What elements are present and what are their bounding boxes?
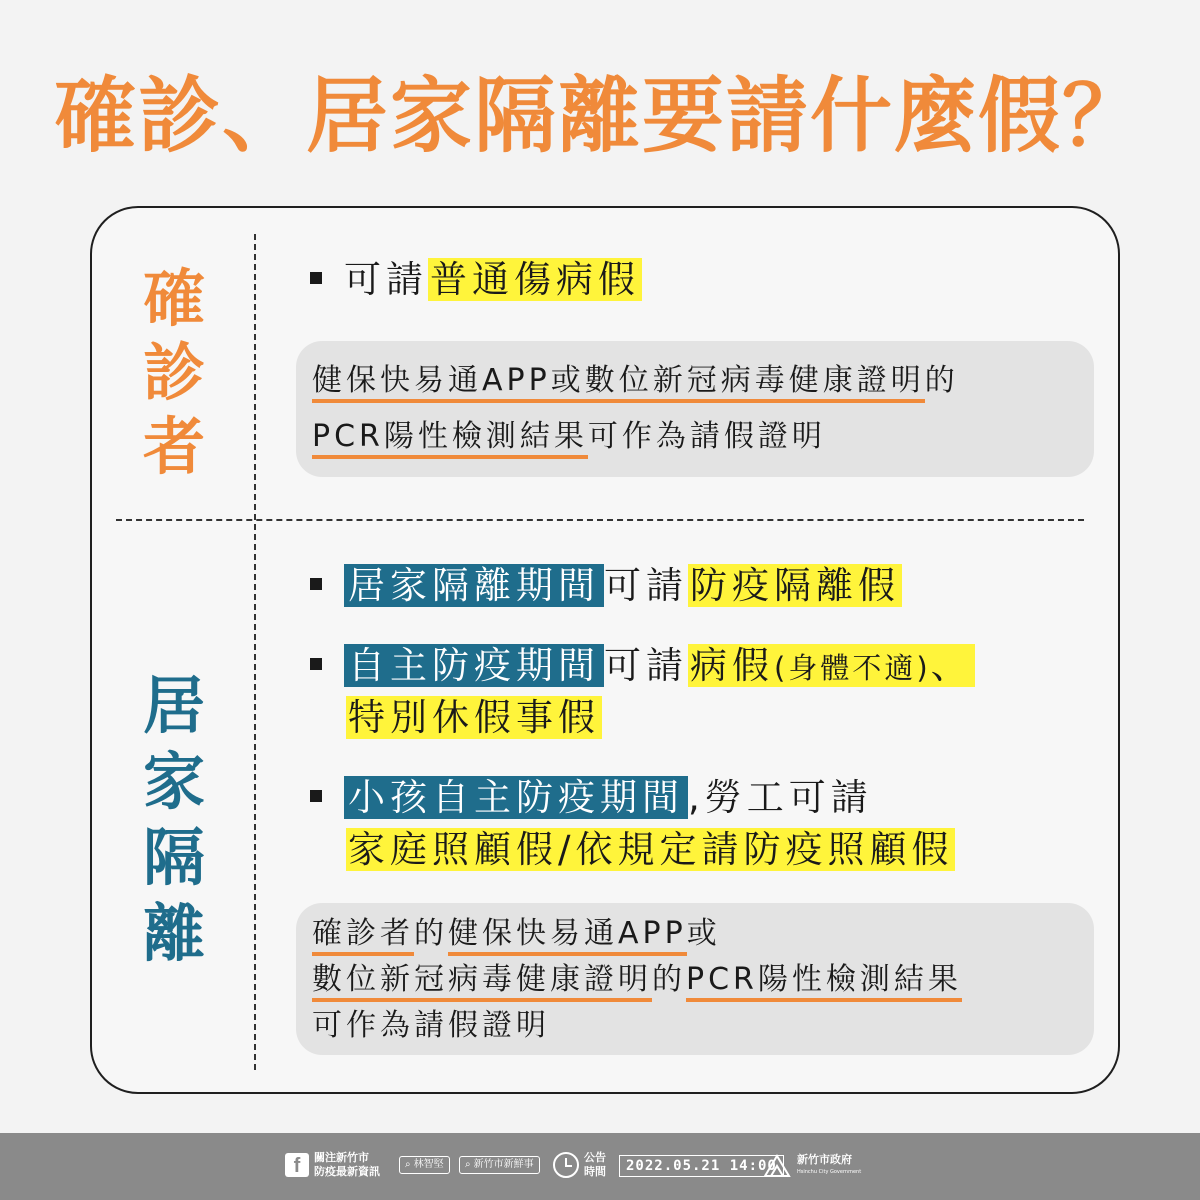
- bullet-square-icon: [310, 272, 322, 284]
- note-underlined: 確診者: [312, 916, 414, 956]
- footer-bar: [0, 1133, 1200, 1200]
- quarantine-label-char: 居: [142, 669, 205, 742]
- leave-highlight: 特別休假事假: [348, 696, 600, 739]
- facebook-follow[interactable]: [285, 1151, 380, 1179]
- note-underlined: 健保快易通APP: [448, 916, 687, 956]
- confirmed-label-char: 者: [142, 410, 205, 483]
- note-text: 的: [414, 916, 448, 951]
- announce-label-line: 公告: [584, 1151, 606, 1164]
- note-text: 可作為請假證明: [587, 419, 826, 454]
- quarantine-label-char: 家: [142, 745, 205, 818]
- quarantine-item-3-line2: [346, 824, 955, 876]
- confirmed-label-char: 確: [142, 262, 205, 335]
- bullet-square-icon: [310, 658, 322, 670]
- quarantine-note: [296, 903, 1094, 1055]
- bullet-square-icon: [310, 790, 322, 802]
- search-tag-text: 林智堅: [413, 1159, 444, 1170]
- quarantine-item-2: [310, 640, 975, 694]
- item-text: 、: [930, 644, 973, 687]
- search-tag-text: 新竹市新鮮事: [473, 1159, 534, 1170]
- facebook-text: [314, 1151, 380, 1179]
- announce-label-line: 時間: [584, 1165, 606, 1178]
- gov-name-zh: 新竹市政府: [797, 1153, 852, 1166]
- search-tag-1[interactable]: [399, 1156, 450, 1174]
- period-tag: 居家隔離期間: [344, 564, 604, 607]
- announce-time: [553, 1151, 606, 1179]
- datetime-text: 2022.05.21 14:00: [619, 1155, 784, 1177]
- confirmed-label: [134, 262, 214, 484]
- clock-icon: [553, 1152, 579, 1178]
- note-text: 的: [652, 962, 686, 997]
- leave-highlight: 病假: [690, 644, 774, 687]
- gov-logo: [763, 1152, 861, 1180]
- confirmed-bullet: [310, 254, 642, 306]
- page-title: 確診、居家隔離要請什麼假？: [53, 69, 1146, 164]
- item-text: 可請: [604, 644, 688, 687]
- gov-name-en: Hsinchu City Government: [797, 1169, 862, 1175]
- leave-note: (身體不適): [774, 651, 931, 685]
- note-text: 的: [924, 363, 959, 398]
- search-icon: ⌕: [405, 1159, 411, 1170]
- search-icon: ⌕: [465, 1159, 471, 1170]
- horizontal-divider: [116, 519, 1084, 521]
- quarantine-label: [134, 668, 214, 972]
- item-text: 可請: [604, 564, 688, 607]
- confirmed-label-char: 診: [142, 336, 205, 409]
- facebook-text-line: 防疫最新資訊: [314, 1165, 380, 1178]
- facebook-text-line: 關注新竹市: [314, 1151, 369, 1164]
- leave-highlight: 防疫隔離假: [690, 564, 900, 607]
- quarantine-item-3: [310, 772, 873, 824]
- gov-name: [797, 1154, 861, 1178]
- note-underlined: 數位新冠病毒健康證明: [312, 962, 652, 1002]
- note-underlined: PCR陽性檢測結果: [686, 962, 962, 1002]
- bullet-square-icon: [310, 578, 322, 590]
- note-underlined: PCR陽性檢測結果: [312, 419, 588, 459]
- quarantine-label-char: 離: [142, 897, 205, 970]
- leave-highlight: 家庭照顧假/依規定請防疫照顧假: [348, 828, 954, 871]
- quarantine-item-1: [310, 560, 902, 612]
- period-tag: 自主防疫期間: [344, 644, 604, 687]
- confirmed-note: [296, 341, 1094, 477]
- bullet-prefix: 可請: [344, 258, 428, 301]
- quarantine-label-char: 隔: [142, 821, 205, 894]
- note-text: 可作為請假證明: [312, 1008, 550, 1043]
- city-logo-icon: [763, 1152, 791, 1180]
- note-text: 或: [686, 916, 721, 951]
- sick-leave-highlight: 普通傷病假: [430, 258, 640, 301]
- period-tag: 小孩自主防疫期間: [344, 776, 688, 819]
- vertical-divider: [254, 234, 256, 1070]
- facebook-icon: f: [285, 1153, 309, 1177]
- note-underlined: 健保快易通APP或數位新冠病毒健康證明: [312, 363, 925, 403]
- item-text: ,勞工可請: [688, 776, 873, 819]
- quarantine-item-2-line2: [346, 692, 602, 744]
- datetime: [619, 1155, 784, 1177]
- search-tag-2[interactable]: [459, 1156, 540, 1174]
- announce-label: [584, 1151, 606, 1179]
